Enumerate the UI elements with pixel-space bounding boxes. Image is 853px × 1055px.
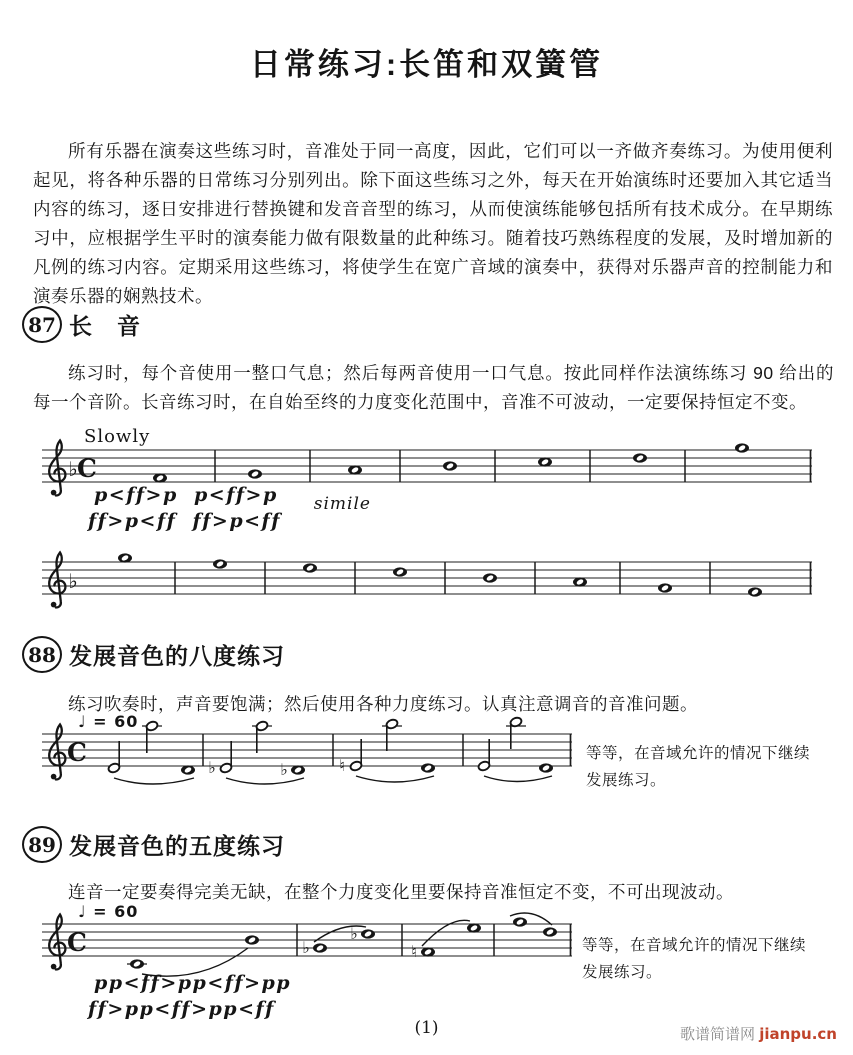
side-note-line: 发展练习。 <box>582 964 663 981</box>
watermark-site-name: 歌谱简谱网 <box>680 1026 756 1043</box>
svg-text:♭: ♭ <box>208 758 216 777</box>
side-note-line: 等等，在音域允许的情况下继续 <box>586 745 811 762</box>
tempo-marking-60: ♩ = 60 <box>78 712 139 731</box>
dynamics-row-87-2: ff>p<ff ff>p<ff <box>88 510 281 532</box>
svg-text:C: C <box>77 454 97 483</box>
section-88-header <box>22 636 285 673</box>
staff-exercise-88 <box>42 710 572 796</box>
section-87-header <box>22 306 141 343</box>
dynamics-row-89-1: pp<ff>pp<ff>pp <box>94 972 292 994</box>
section-heading: 发展音色的五度练习 <box>69 833 285 859</box>
section-heading: 发展音色的八度练习 <box>69 643 285 669</box>
side-note-line: 发展练习。 <box>586 772 667 789</box>
intro-paragraph: 所有乐器在演奏这些练习时，音准处于同一高度，因此，它们可以一齐做齐奏练习。为使用便利起见，将各种乐器的日常练习分别列出。除下面这些练习之外，每天在开始演练时还要加入其它适当内容的练习，逐日安排进行替换键和发音音型的练习，从而使演练能够包括所有技术成分。在早期练习中，应根据学生平时的演奏能力做有限数量的此种练习。随着技巧熟练程度的发展，及时增加新的凡例的练习内容。定期采用这些练习，将使学生在宽广音域的演奏中，获得对乐器声音的控制能力和演奏乐器的娴熟技术。 <box>33 140 833 306</box>
simile-marking: simile <box>313 494 371 514</box>
staff-exercise-87-line-2 <box>42 546 812 612</box>
section-87-body: 练习时，每个音使用一整口气息；然后每两音使用一口气息。按此同样作法演练练习 90 给出的每一个音阶。长音练习时，在自始至终的力度变化范围中，音准不可波动，一定要保持恒定不变。 <box>33 362 834 412</box>
svg-text:♮: ♮ <box>411 942 417 961</box>
dynamics-marks: p<ff>p p<ff>p <box>94 484 278 506</box>
svg-text:♭: ♭ <box>280 760 288 779</box>
section-89-body: 连音一定要奏得完美无缺，在整个力度变化里要保持音准恒定不变，不可出现波动。 <box>68 881 734 902</box>
watermark <box>680 1023 837 1044</box>
svg-text:♭: ♭ <box>68 569 78 593</box>
tempo-marking-slowly: Slowly <box>84 426 151 447</box>
section-88-body: 练习吹奏时，声音要饱满；然后使用各种力度练习。认真注意调音的音准问题。 <box>68 693 698 714</box>
svg-text:C: C <box>67 928 87 957</box>
section-number-badge: 89 <box>22 826 62 863</box>
svg-text:♮: ♮ <box>339 756 345 775</box>
tempo-marking-60: ♩ = 60 <box>78 902 139 921</box>
svg-text:C: C <box>67 738 87 767</box>
watermark-site-url: jianpu.cn <box>759 1025 837 1043</box>
svg-text:♭: ♭ <box>302 938 310 957</box>
svg-text:♭: ♭ <box>68 457 78 481</box>
svg-text:♭: ♭ <box>350 924 358 943</box>
section-number-badge: 87 <box>22 306 62 343</box>
side-note-line: 等等，在音域允许的情况下继续 <box>582 937 807 954</box>
side-note-89 <box>582 932 832 986</box>
dynamics-row-89-2: ff>pp<ff>pp<ff <box>88 998 275 1020</box>
page-number: (1) <box>414 1018 439 1038</box>
side-note-88 <box>586 740 836 794</box>
page-title: 日常练习:长笛和双簧管 <box>249 46 604 82</box>
section-89-header <box>22 826 285 863</box>
section-number-badge: 88 <box>22 636 62 673</box>
section-heading: 长 音 <box>69 313 141 339</box>
